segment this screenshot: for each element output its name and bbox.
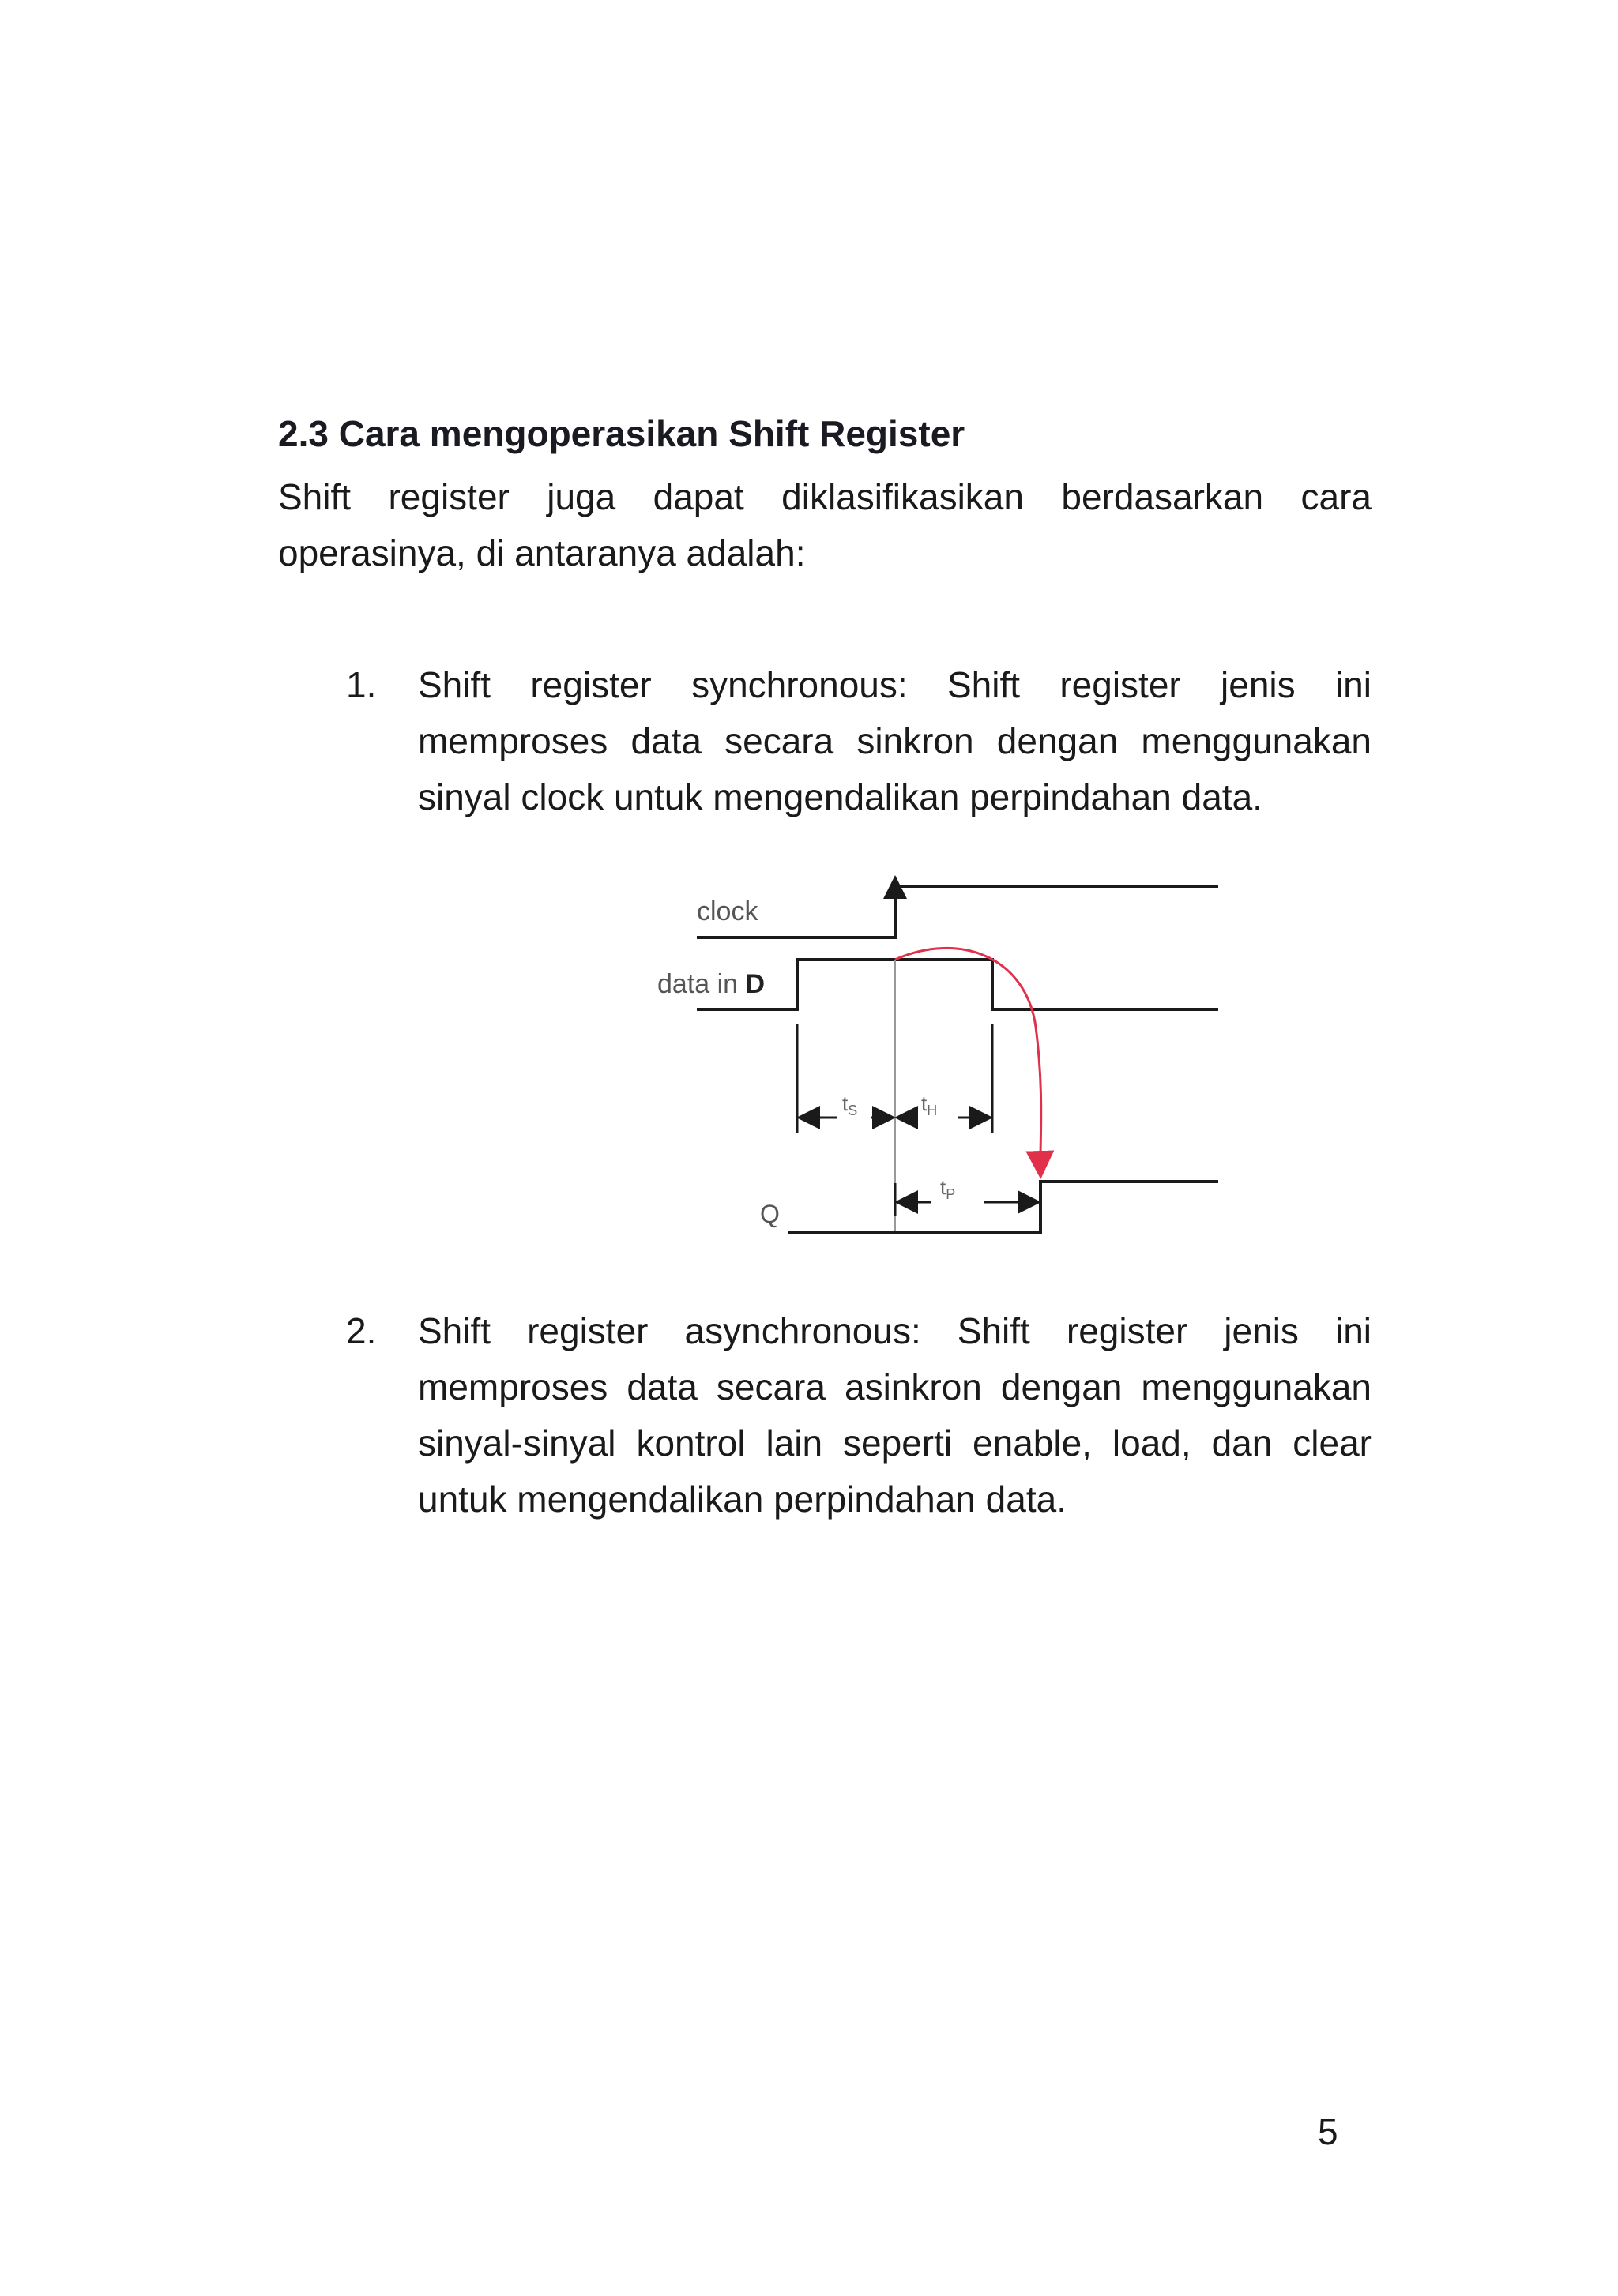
list-item-number: 1.	[346, 664, 377, 705]
tp-label: $t_P$	[940, 1175, 956, 1202]
page-number: 5	[1318, 2111, 1338, 2152]
q-label: Q	[760, 1200, 780, 1228]
propagation-arrow	[895, 948, 1041, 1172]
list-item-text: Shift register synchronous: Shift register jenis ini memproses data secara sinkron dengan menggunakan sinyal clock untuk mengendalikan perpindahan data.	[418, 664, 1372, 817]
data-waveform	[697, 960, 1218, 1009]
data-in-label: data in D	[657, 969, 766, 999]
section-heading: 2.3 Cara mengoperasikan Shift Register	[278, 413, 965, 454]
list-item-number: 2.	[346, 1310, 377, 1351]
ts-label: $t_S$	[842, 1092, 858, 1118]
clock-label: clock	[697, 896, 758, 926]
timing-diagram	[648, 869, 1240, 1248]
clock-waveform	[697, 886, 1218, 938]
intro-paragraph: Shift register juga dapat diklasifikasikan berdasarkan cara operasinya, di antaranya adalah:	[278, 476, 1372, 573]
th-label: $t_H$	[921, 1092, 938, 1118]
list-item-text: Shift register asynchronous: Shift register jenis ini memproses data secara asinkron dengan menggunakan sinyal-sinyal kontrol lain seperti enable, load, dan clear untuk mengendalikan perpindahan data.	[418, 1310, 1372, 1520]
q-waveform	[788, 1182, 1218, 1232]
